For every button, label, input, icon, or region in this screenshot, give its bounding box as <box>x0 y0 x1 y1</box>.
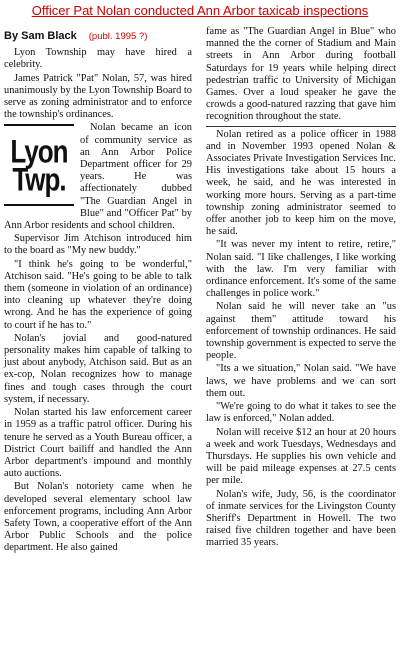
paragraph: "I think he's going to be wonderful," Atchison said. "He's going to be able to talk them (someone in violation of an ordinance) into cleaning up whatever they're doing wrong. And he has the experience of going to court if he has to." <box>4 258 192 331</box>
paragraph: Nolan became an icon of community service as an Ann Arbor Police Department officer for 29 years. He was affectionately dubbed "The Guardian Angel in Blue" and "Officer Pat" by Ann Arbor residents and school children. <box>4 122 192 232</box>
byline-author: By Sam Black <box>4 30 77 42</box>
headline-wrap <box>4 122 192 232</box>
divider <box>206 126 396 127</box>
publication-note: (publ. 1995 ?) <box>88 31 148 42</box>
banner-text: Officer Pat Nolan conducted Ann Arbor taxicab inspections <box>31 3 369 18</box>
paragraph: Nolan retired as a police officer in 1988 and in November 1993 opened Nolan & Associates Private Investigation Services Inc. His investigations take about 15 hours a week, he said, and he was interested in working more hours. Serving as a part-time township zoning administrator seemed to offer another job to keep him on the move, he said. <box>206 128 396 238</box>
paragraph: Nolan will receive $12 an hour at 20 hours a week and work Tuesdays, Wednesdays and Thursdays. He supplies his own vehicle and will be paid mileage expenses at 27.5 cents per mile. <box>206 426 396 487</box>
banner-caption <box>0 0 400 22</box>
byline <box>4 30 192 43</box>
section-headline <box>4 124 74 206</box>
right-column <box>206 26 396 551</box>
paragraph: "It was never my intent to retire, retire," Nolan said. "I like challenges, I like working with the law. I'm very familiar with ordinance enforcement. It's some of the same challenges in police work." <box>206 239 396 300</box>
paragraph: But Nolan's notoriety came when he developed several elementary school law enforcement programs, including Ann Arbor Safety Town, a cooperative effort of the Ann Arbor Public Schools and the police department. He also gained <box>4 481 192 554</box>
paragraph: "Its a we situation," Nolan said. "We have laws, we have problems and we can sort them out. <box>206 363 396 399</box>
headline-line: Twp. <box>12 160 66 199</box>
paragraph: Nolan's wife, Judy, 56, is the coordinator of inmate services for the Livingston County Sheriff's Department in Howell. The two raised five children together and have been married 35 years. <box>206 488 396 549</box>
paragraph: Nolan started his law enforcement career in 1959 as a traffic patrol officer. During his tenure he served as a Youth Bureau officer, a District Court bailiff and handled the Ann Arbor department's impound and monthly auto auctions. <box>4 407 192 480</box>
paragraph: Nolan said he will never take an "us against them" attitude toward his enforcement of township ordinances. He said township government is expected to serve the people. <box>206 301 396 362</box>
paragraph: Lyon Township may have hired a celebrity. <box>4 47 192 71</box>
paragraph: Nolan's jovial and good-natured personality makes him capable of talking to just about anybody, Atchison said. But as an ex-cop, Nolan recognizes how to manage fines and tough cases through the court system, if necessary. <box>4 332 192 405</box>
paragraph: fame as "The Guardian Angel in Blue" who manned the the corner of Stadium and Main streets in Ann Arbor during football Saturdays for 19 years while helping direct pedestrian traffic to University of Michigan Games. Over a loud speaker he gave the crowds a good-natured razzing that gave him recognition throughout the state. <box>206 26 396 123</box>
paragraph: Supervisor Jim Atchison introduced him to the board as "My new buddy." <box>4 233 192 257</box>
paragraph: James Patrick "Pat" Nolan, 57, was hired unanimously by the Lyon Township Board to serve as zoning administrator and to enforce the township's ordinances. <box>4 72 192 121</box>
paragraph: "We're going to do what it takes to see the law is enforced," Nolan added. <box>206 401 396 425</box>
headline-line: Lyon <box>10 132 68 171</box>
left-column <box>4 26 192 556</box>
